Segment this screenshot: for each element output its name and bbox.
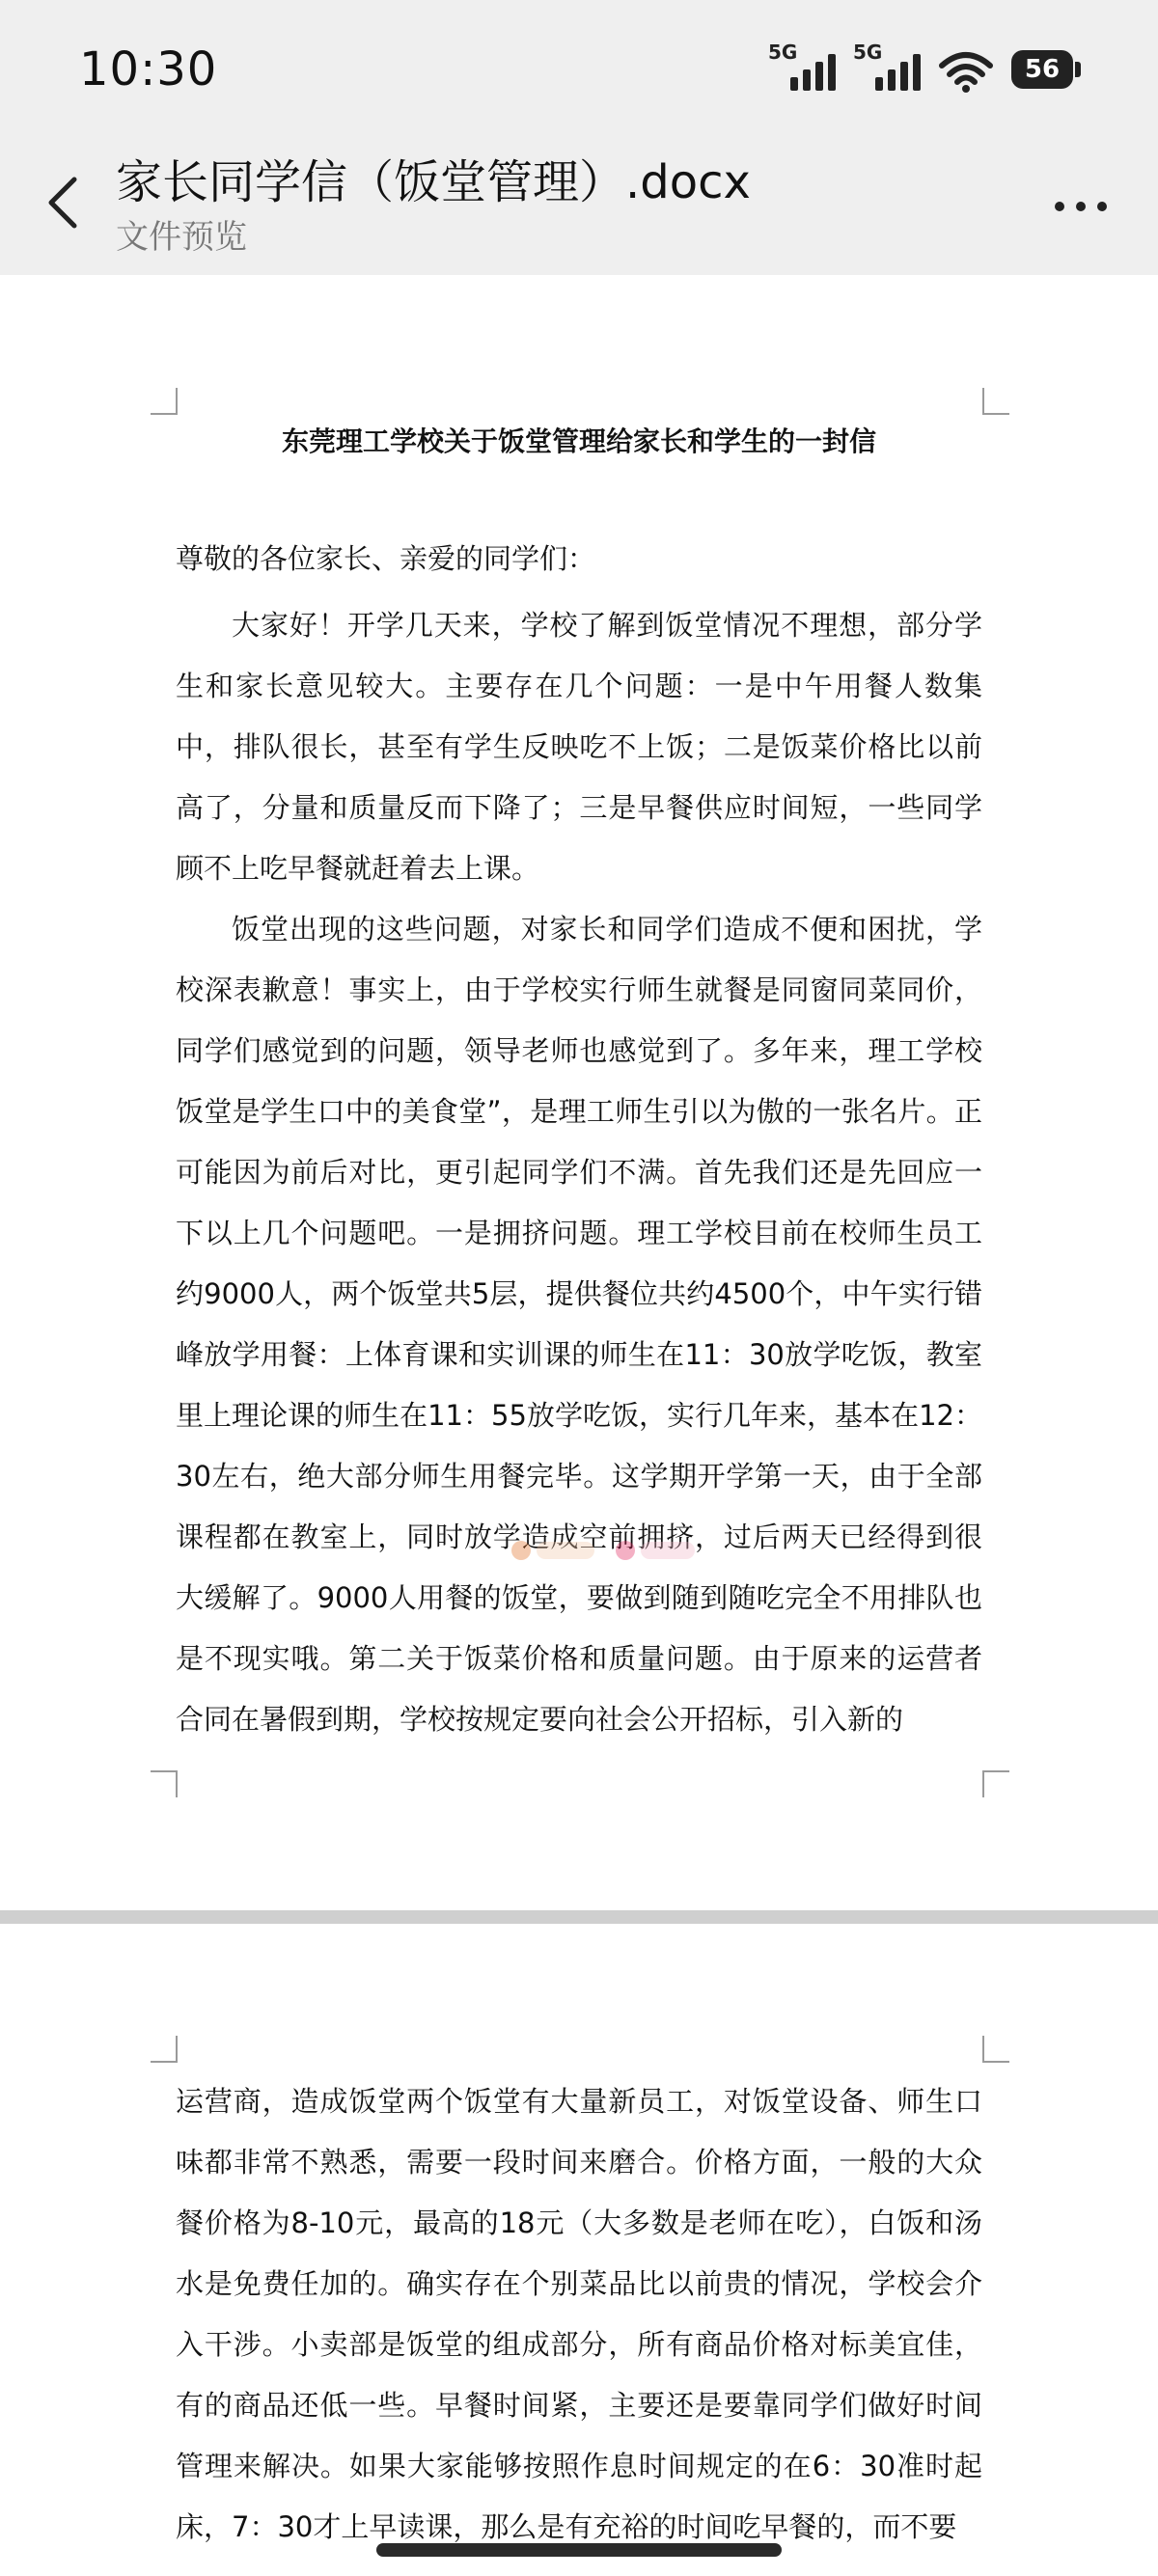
page-margin-mark	[982, 1770, 1009, 1797]
page-margin-mark	[982, 2036, 1009, 2063]
page-2-content	[176, 2071, 982, 2563]
document-subtitle: 文件预览	[116, 218, 247, 257]
home-indicator[interactable]	[376, 2543, 782, 2557]
app-header	[0, 140, 1158, 275]
status-time: 10:30	[79, 42, 218, 96]
page-separator	[0, 1910, 1158, 1924]
page-margin-mark	[151, 388, 178, 415]
chevron-left-icon	[43, 174, 82, 232]
battery-icon	[1011, 50, 1081, 89]
more-options-button[interactable]	[1042, 182, 1119, 231]
status-icons	[768, 42, 1081, 93]
watermark-logo	[510, 1536, 703, 1565]
letter-salutation: 尊敬的各位家长、亲爱的同学们：	[176, 542, 596, 575]
paragraph: 大家好！开学几天来，学校了解到饭堂情况不理想，部分学生和家长意见较大。主要存在几个问题：一是中午用餐人数集中，排队很长，甚至有学生反映吃不上饭；二是饭菜价格比以前高了，分量和质量反而下降了；三是早餐供应时间短，一些同学顾不上吃早餐就赶着去上课。	[176, 609, 982, 885]
document-viewer[interactable]	[0, 275, 1158, 2576]
status-bar	[0, 0, 1158, 140]
letter-title: 东莞理工学校关于饭堂管理给家长和学生的一封信	[281, 425, 876, 457]
more-horizontal-icon	[1052, 200, 1110, 213]
cellular-signal-icon	[853, 41, 921, 93]
document-filename: 家长同学信（饭堂管理）.docx	[116, 155, 751, 209]
page-margin-mark	[151, 1770, 178, 1797]
wifi-icon	[938, 50, 994, 93]
paragraph: 运营商，造成饭堂两个饭堂有大量新员工，对饭堂设备、师生口味都非常不熟悉，需要一段时间来磨合。价格方面，一般的大众餐价格为8-10元，最高的18元（大多数是老师在吃），白饭和汤水是免费任加的。确实存在个别菜品比以前贵的情况，学校会介入干涉。小卖部是饭堂的组成部分，所有商品价格对标美宜佳，有的商品还低一些。早餐时间紧，主要还是要靠同学们做好时间管理来解决。如果大家能够按照作息时间规定的在6：30准时起床，7：30才上早读课，那么是有充裕的时间吃早餐的，而不要	[176, 2085, 982, 2543]
title-block	[116, 150, 984, 260]
paragraph: 饭堂出现的这些问题，对家长和同学们造成不便和困扰，学校深表歉意！事实上，由于学校实行师生就餐是同窗同菜同价，同学们感觉到的问题，领导老师也感觉到了。多年来，理工学校饭堂是学生口中的美食堂”，是理工师生引以为傲的一张名片。正可能因为前后对比，更引起同学们不满。首先我们还是先回应一下以上几个问题吧。一是拥挤问题。理工学校目前在校师生员工约9000人，两个饭堂共5层，提供餐位共约4500个，中午实行错峰放学用餐：上体育课和实训课的师生在11：30放学吃饭，教室里上理论课的师生在11：55放学吃饭，实行几年来，基本在12：30左右，绝大部分师生用餐完毕。这学期开学第一天，由于全部课程都在教室上，同时放学造成空前拥挤，过后两天已经得到很大缓解了。9000人用餐的饭堂，要做到随到随吃完全不用排队也是不现实哦。第二关于饭菜价格和质量问题。由于原来的运营者合同在暑假到期，学校按规定要向社会公开招标，引入新的	[176, 913, 982, 1736]
cellular-signal-icon	[768, 41, 836, 93]
battery-level: 56	[1011, 50, 1073, 89]
back-button[interactable]	[29, 169, 96, 236]
page-margin-mark	[982, 388, 1009, 415]
network-type-label: 5G	[853, 41, 883, 64]
network-type-label: 5G	[768, 41, 798, 64]
page-margin-mark	[151, 2036, 178, 2063]
